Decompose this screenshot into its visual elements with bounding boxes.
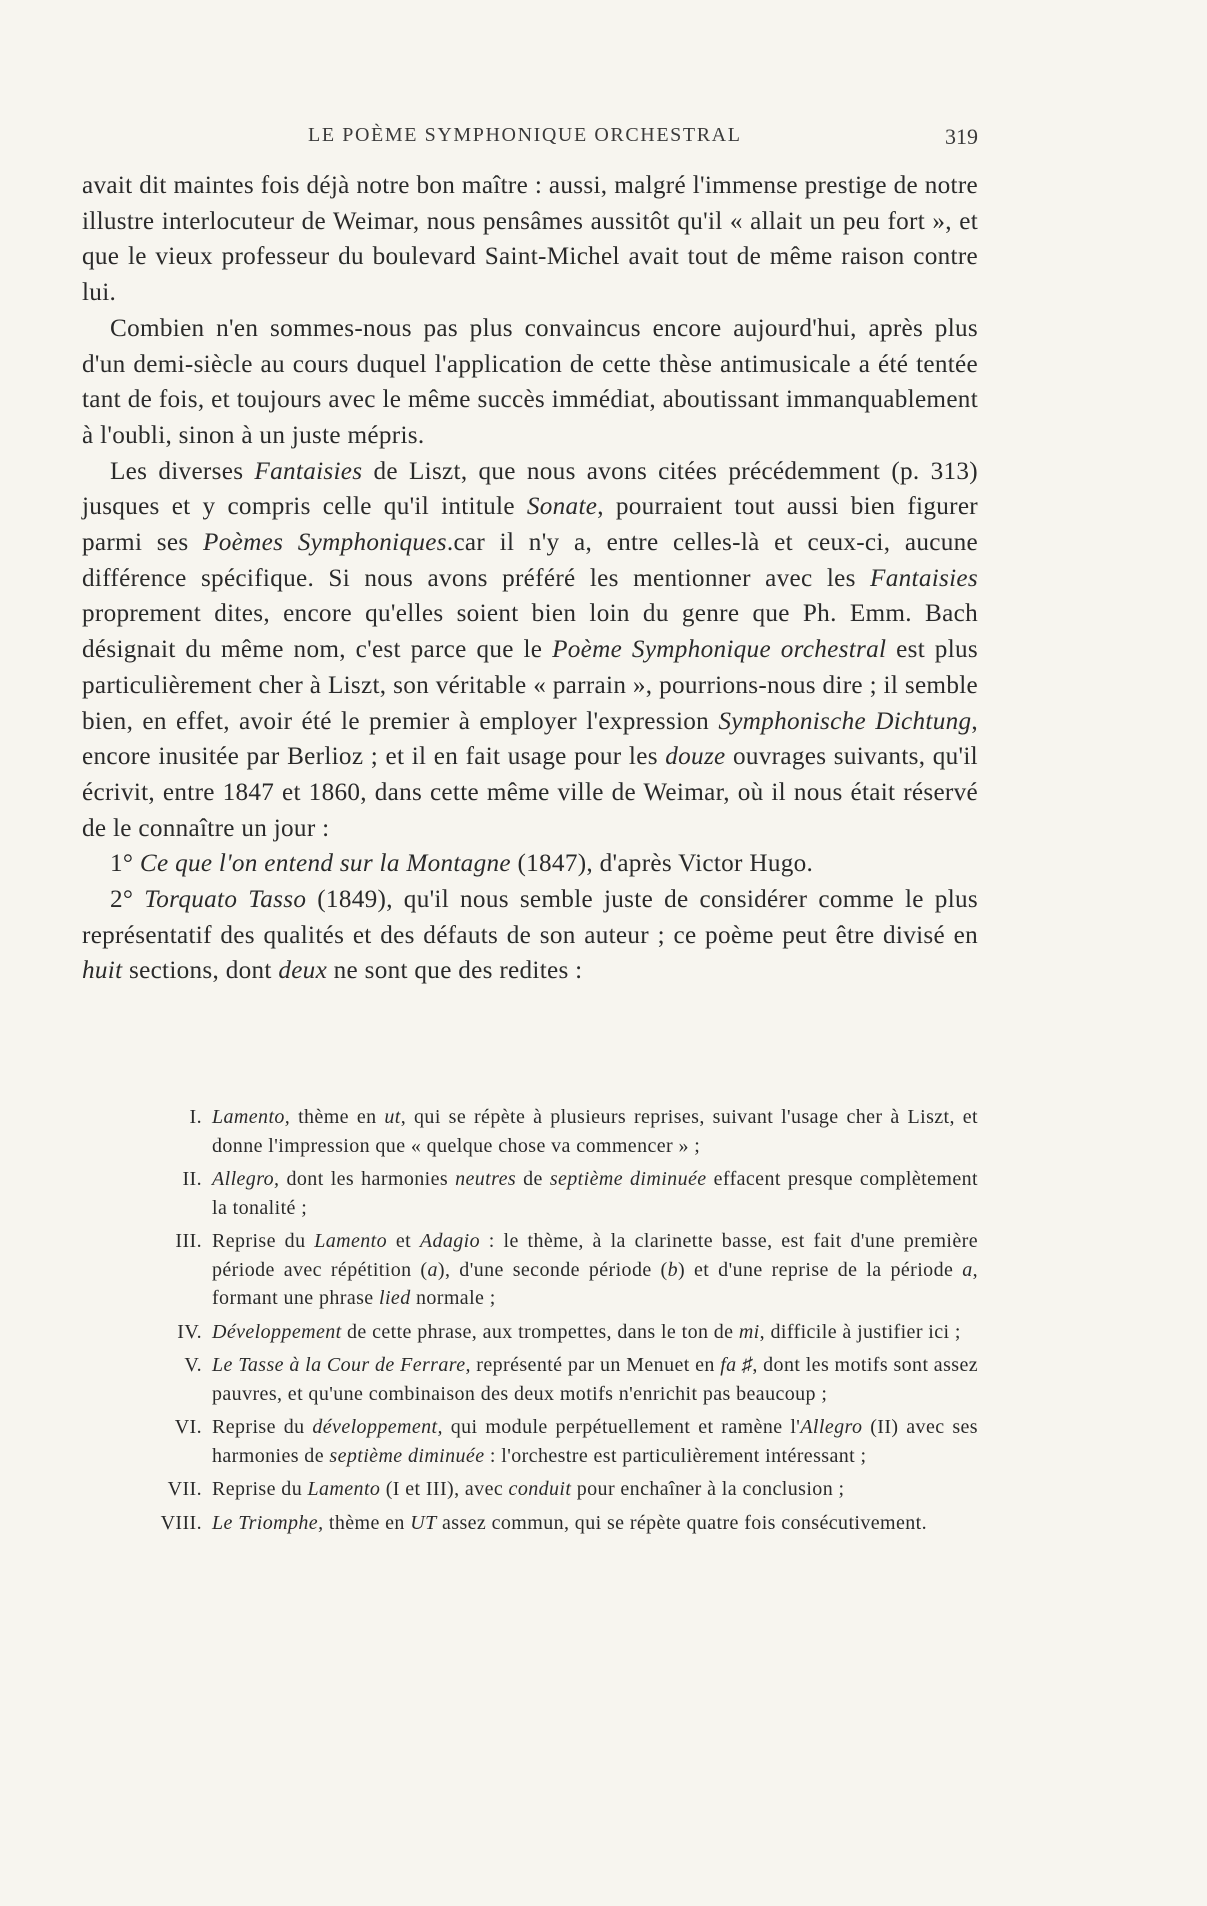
text-run: (II) avec ses harmonies de	[212, 1416, 978, 1467]
text-run: représenté par un Menuet en	[470, 1354, 721, 1376]
text-run: (I et III), avec	[380, 1478, 509, 1500]
italic-run: huit	[82, 957, 123, 985]
italic-run: conduit	[508, 1478, 572, 1500]
text-run: ouvrages suivants, qu'il écrivit, entre 1847 et 1860, dans cette même ville de Weimar, où il nous était réservé de le connaître un jour :	[82, 743, 978, 842]
italic-run: Allegro	[800, 1416, 863, 1438]
text-run: , difficile à justifier ici ;	[759, 1320, 961, 1343]
text-run: Reprise du	[212, 1478, 308, 1500]
italic-run: Fantaisies	[870, 564, 978, 592]
text-run: effacent presque complètement la tonalité ;	[212, 1168, 978, 1219]
italic-run: Lamento	[307, 1478, 381, 1500]
italic-run: Allegro,	[212, 1168, 280, 1190]
text-run: Reprise du	[212, 1416, 313, 1438]
paragraph-5	[82, 882, 978, 989]
italic-run: douze	[665, 743, 726, 771]
text-run: de Liszt, que nous avons citées précédemment (p. 313) jusques et y compris celle qu'il intitule	[82, 457, 978, 521]
italic-run: Le Triomphe,	[212, 1511, 324, 1534]
text-run: thème en	[290, 1106, 385, 1128]
text-run: proprement dites, encore qu'elles soient bien loin du genre que Ph. Emm. Bach désignait du même nom, c'est parce que le	[82, 600, 978, 664]
page-number: 319	[945, 124, 978, 149]
list-number: IV.	[177, 1320, 202, 1343]
italic-run: neutres	[455, 1168, 517, 1190]
italic-run: Lamento	[314, 1230, 388, 1252]
text-run: (1849), qu'il nous semble juste de considérer comme le plus représentatif des qualités et des défauts de son auteur ; ce poème peut être divisé en	[82, 886, 978, 949]
text-run: thème en	[323, 1511, 411, 1534]
list-number: I.	[189, 1106, 202, 1128]
italic-run: a	[427, 1258, 438, 1281]
page-header	[82, 124, 978, 154]
text-run: ), d'une seconde période (	[437, 1258, 668, 1281]
text-run: Les diverses	[110, 457, 255, 485]
text-run: , dont les motifs sont assez pauvres, et qu'une combinaison des deux motifs n'enrichit pas beaucoup ;	[212, 1354, 978, 1405]
list-item	[82, 1227, 978, 1313]
text-run: sections, dont	[122, 957, 279, 985]
italic-run: lied	[379, 1287, 411, 1309]
italic-run: septième diminuée	[549, 1168, 707, 1190]
paragraph-3	[82, 454, 978, 847]
italic-run: mi	[738, 1320, 760, 1343]
text-run: est plus particulièrement cher à Liszt, son véritable « parrain », pourrions-nous dire ; il semble bien, en effet, avoir été le premier à employer l'expression	[82, 636, 978, 735]
text-run: : le thème, à la clarinette basse, est fait d'une première période avec répétition (	[212, 1230, 978, 1281]
list-item	[82, 1103, 978, 1160]
italic-run: Adagio	[419, 1230, 481, 1252]
italic-run: Sonate	[526, 493, 598, 521]
italic-run: Lamento,	[212, 1106, 291, 1128]
text-run: ) et d'une reprise de la période	[678, 1258, 963, 1281]
italic-run: Ce que l'on entend sur la Montagne	[139, 850, 511, 878]
list-number: VI.	[174, 1416, 202, 1438]
italic-run: fa ♯	[720, 1354, 753, 1376]
text-run: ne sont que des redites :	[327, 957, 583, 985]
sections-list	[82, 1103, 978, 1542]
list-number: VIII.	[160, 1511, 202, 1534]
italic-run: a	[962, 1258, 973, 1281]
text-run: , qui se répète à plusieurs reprises, suivant l'usage cher à Liszt, et donne l'impression que « quelque chose va commencer » ;	[212, 1106, 979, 1157]
list-number: V.	[184, 1354, 202, 1376]
list-item	[82, 1509, 978, 1538]
paragraph-4	[82, 846, 978, 882]
list-item	[82, 1475, 978, 1504]
text-run: , encore inusitée par Berlioz ; et il en fait usage pour les	[82, 707, 978, 771]
running-title: LE POÈME SYMPHONIQUE ORCHESTRAL	[308, 124, 742, 146]
text-run: (1847), d'après Victor Hugo.	[510, 850, 814, 878]
italic-run: Symphonische Dichtung	[718, 707, 972, 735]
enumeration-number: 1°	[110, 850, 134, 878]
text-run: , formant une phrase	[212, 1258, 978, 1309]
paragraph-1: avait dit maintes fois déjà notre bon maître : aussi, malgré l'immense prestige de notre illustre interlocuteur de Weimar, nous pensâmes aussitôt qu'il « allait un peu fort », et que le vieux professeur du boulevard Saint-Michel avait tout de même raison contre lui.	[82, 172, 978, 307]
text-run: de	[516, 1168, 550, 1190]
italic-run: Torquato Tasso	[144, 886, 307, 914]
text-run: assez commun, qui se répète quatre fois consécutivement.	[436, 1511, 928, 1534]
text-run: Reprise du	[212, 1230, 315, 1252]
text-run: : l'orchestre est particulièrement intéressant ;	[484, 1444, 867, 1467]
italic-run: développement,	[312, 1416, 443, 1438]
list-number: VII.	[167, 1478, 202, 1500]
text-run: pour enchaîner à la conclusion ;	[571, 1478, 845, 1500]
list-number: III.	[175, 1230, 202, 1252]
italic-run: b	[667, 1258, 679, 1281]
italic-run: septième diminuée	[329, 1444, 485, 1467]
text-run: de cette phrase, aux trompettes, dans le ton de	[341, 1320, 739, 1343]
italic-run: Le Tasse à la Cour de Ferrare,	[212, 1354, 471, 1376]
main-text	[82, 168, 978, 989]
italic-run: Développement	[212, 1320, 342, 1343]
text-run: , pourraient tout aussi bien figurer parmi ses	[82, 493, 978, 557]
italic-run: Poème Symphonique orchestral	[552, 636, 887, 664]
list-item	[82, 1165, 978, 1222]
italic-run: Poèmes Symphoniques	[203, 529, 447, 557]
text-run: .car il n'y a, entre celles-là et ceux-ci, aucune différence spécifique. Si nous avons préféré les mentionner avec les	[82, 529, 978, 592]
italic-run: Fantaisies	[254, 457, 363, 485]
italic-run: UT	[410, 1511, 437, 1534]
list-item	[82, 1351, 978, 1408]
list-number: II.	[182, 1168, 202, 1190]
text-run: normale ;	[410, 1287, 496, 1309]
text-run: dont les harmonies	[279, 1168, 456, 1190]
italic-run: deux	[278, 957, 328, 985]
text-run: qui module perpétuellement et ramène l'	[442, 1416, 801, 1438]
enumeration-number: 2°	[110, 886, 134, 914]
list-item	[82, 1413, 978, 1470]
text-run: et	[387, 1230, 420, 1252]
list-item	[82, 1318, 978, 1347]
italic-run: ut	[384, 1106, 401, 1128]
paragraph-2: Combien n'en sommes-nous pas plus convaincus encore aujourd'hui, après plus d'un demi-siècle au cours duquel l'application de cette thèse antimusicale a été tentée tant de fois, et toujours avec le même succès immédiat, aboutissant immanquablement à l'oubli, sinon à un juste mépris.	[82, 314, 978, 449]
